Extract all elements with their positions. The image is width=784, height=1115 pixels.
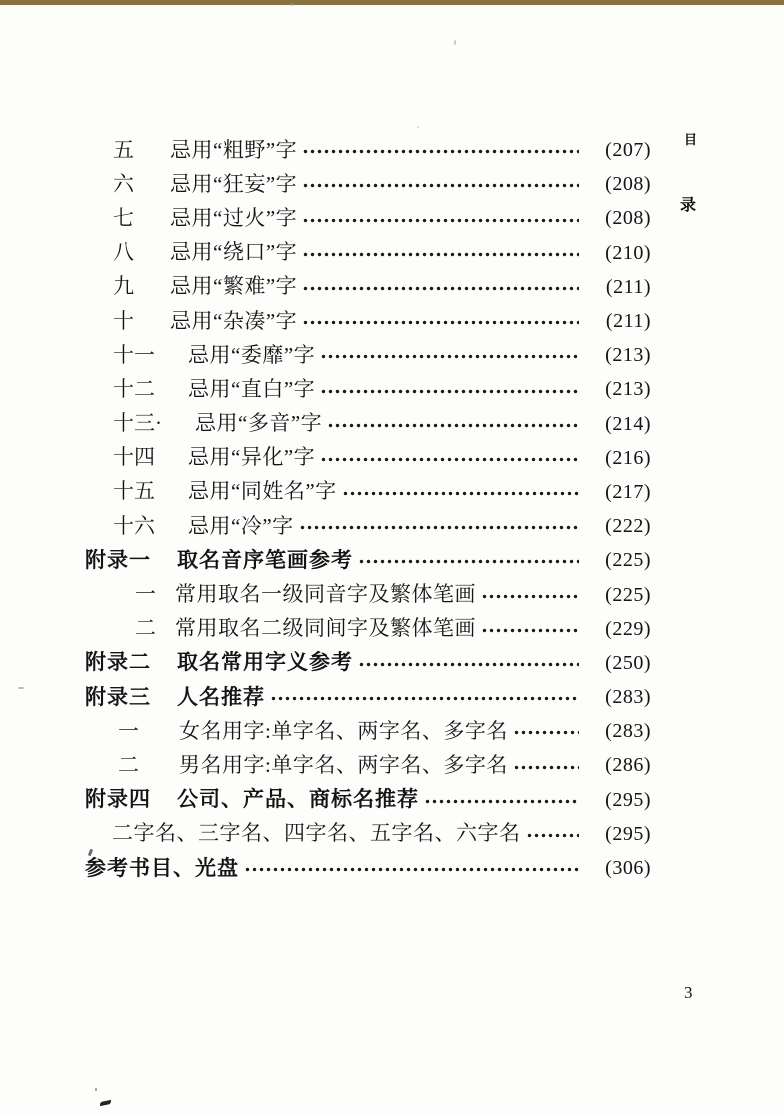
toc-item-number: 十: [113, 308, 134, 333]
toc-list: [85, 133, 651, 885]
toc-page-number: (214): [605, 412, 651, 435]
toc-item-title: 忌用“狂妄”字: [170, 171, 298, 196]
scan-speck: [95, 1088, 97, 1091]
page-number: 3: [684, 983, 693, 1002]
toc-row: [85, 817, 651, 851]
toc-item-title: 女名用字:单字名、两字名、多字名: [179, 718, 508, 743]
dot-leader: [302, 133, 579, 167]
dot-leader: [513, 748, 579, 782]
toc-page-number: (207): [605, 139, 651, 162]
dot-leader: [302, 167, 579, 201]
dot-leader: [302, 201, 579, 235]
toc-row: [85, 441, 651, 475]
toc-page-number: (208): [605, 173, 651, 196]
toc-row: [85, 646, 651, 680]
toc-item-number: 二: [118, 752, 139, 777]
toc-row: [85, 236, 651, 270]
dot-leader: [244, 851, 579, 885]
toc-row: [85, 714, 651, 748]
toc-item-title: 参考书目、光盘: [85, 856, 239, 880]
toc-item-title: 取名常用字义参考: [177, 651, 353, 675]
toc-item-number: 一: [135, 582, 156, 607]
toc-item-title: 公司、产品、商标名推荐: [177, 788, 419, 812]
toc-page-number: (217): [605, 480, 651, 503]
dot-leader: [342, 475, 579, 509]
toc-row: [85, 509, 651, 543]
toc-row: [85, 612, 651, 646]
toc-item-number: 二: [135, 616, 156, 641]
dot-leader: [358, 543, 579, 577]
margin-label-mu: 目: [684, 132, 698, 147]
toc-row: [85, 475, 651, 509]
toc-item-title: 常用取名一级同音字及繁体笔画: [175, 582, 476, 607]
toc-row: [85, 407, 651, 441]
toc-item-number: 八: [113, 240, 134, 265]
scan-speck: [18, 687, 24, 689]
toc-row: [85, 201, 651, 235]
toc-page-number: (250): [605, 651, 651, 674]
toc-item-title: 忌用“繁难”字: [170, 274, 298, 299]
toc-row: [85, 304, 651, 338]
toc-item-number: 十二: [113, 376, 155, 401]
toc-page-number: (283): [605, 686, 651, 709]
scan-edge-bar: [0, 0, 784, 5]
toc-page-number: (208): [605, 207, 651, 230]
toc-item-number: 十五: [113, 479, 155, 504]
toc-row: [85, 270, 651, 304]
toc-item-title: 取名音序笔画参考: [177, 548, 353, 572]
toc-row: [85, 577, 651, 611]
toc-item-number: 一: [118, 718, 139, 743]
toc-page-number: (213): [605, 378, 651, 401]
scan-speck: [291, 3, 294, 6]
toc-page-number: (211): [605, 310, 651, 333]
toc-row: [85, 167, 651, 201]
toc-page-number: (213): [605, 344, 651, 367]
toc-row: [85, 372, 651, 406]
toc-page-number: (225): [605, 549, 651, 572]
toc-item-title: 忌用“绕口”字: [170, 240, 298, 265]
toc-row: [85, 783, 651, 817]
dot-leader: [481, 612, 579, 646]
dot-leader: [358, 646, 579, 680]
dot-leader: [481, 577, 579, 611]
toc-item-number: 十一: [113, 342, 155, 367]
toc-row: [85, 133, 651, 167]
toc-page-number: (286): [605, 754, 651, 777]
margin-label-lu: 录: [680, 197, 697, 214]
toc-item-title: 忌用“过火”字: [170, 205, 298, 230]
toc-page-number: (225): [605, 583, 651, 606]
dot-leader: [302, 270, 579, 304]
toc-page-number: (295): [605, 788, 651, 811]
dot-leader: [424, 783, 579, 817]
toc-item-title: 二字名、三字名、四字名、五字名、六字名: [112, 821, 521, 846]
scan-speck: [417, 126, 419, 128]
dot-leader: [302, 236, 579, 270]
dot-leader: [299, 509, 579, 543]
dot-leader: [327, 407, 579, 441]
toc-item-number: 附录二: [85, 651, 151, 675]
toc-page-number: (222): [605, 515, 651, 538]
scan-speck: [454, 40, 457, 45]
toc-item-title: 忌用“委靡”字: [188, 342, 316, 367]
toc-item-title: 忌用“异化”字: [188, 445, 316, 470]
toc-item-title: 忌用“多音”字: [195, 411, 323, 436]
dot-leader: [526, 817, 580, 851]
toc-item-title: 常用取名二级同间字及繁体笔画: [175, 616, 476, 641]
toc-row: [85, 851, 651, 885]
toc-item-title: 忌用“直白”字: [188, 376, 316, 401]
toc-item-title: 男名用字:单字名、两字名、多字名: [179, 752, 508, 777]
toc-item-number: 九: [113, 274, 134, 299]
toc-item-number: 附录三: [85, 685, 151, 709]
toc-item-number: 十三·: [113, 411, 162, 436]
dot-leader: [320, 372, 579, 406]
toc-item-number: 附录四: [85, 788, 151, 812]
scan-speck: [100, 1100, 111, 1107]
toc-row: [85, 748, 651, 782]
toc-page-number: (229): [605, 617, 651, 640]
dot-leader: [270, 680, 579, 714]
toc-item-title: 忌用“杂凑”字: [170, 308, 298, 333]
toc-item-number: 五: [113, 137, 134, 162]
toc-item-number: 附录一: [85, 548, 151, 572]
toc-item-number: 六: [113, 171, 134, 196]
dot-leader: [513, 714, 579, 748]
dot-leader: [302, 304, 579, 338]
toc-item-number: 七: [113, 205, 134, 230]
toc-page-number: (283): [605, 720, 651, 743]
toc-item-number: 十四: [113, 445, 155, 470]
toc-row: [85, 338, 651, 372]
toc-page-number: (210): [605, 241, 651, 264]
dot-leader: [320, 441, 579, 475]
toc-item-title: 忌用“粗野”字: [170, 137, 298, 162]
dot-leader: [320, 338, 579, 372]
toc-item-title: 忌用“冷”字: [188, 513, 294, 538]
toc-page-number: (295): [605, 822, 651, 845]
toc-page-number: (211): [605, 275, 651, 298]
toc-row: [85, 680, 651, 714]
toc-item-title: 人名推荐: [177, 685, 265, 709]
toc-item-number: 十六: [113, 513, 155, 538]
toc-page-number: (216): [605, 446, 651, 469]
toc-item-title: 忌用“同姓名”字: [188, 479, 337, 504]
toc-page-number: (306): [605, 857, 651, 880]
toc-row: [85, 543, 651, 577]
